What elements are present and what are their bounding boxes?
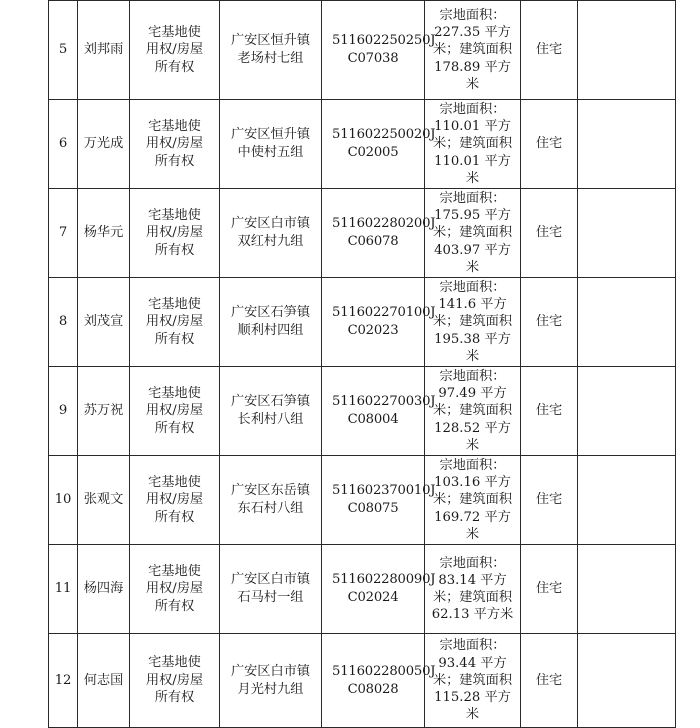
parcel-code	[322, 634, 436, 728]
row-number-text: 8	[58, 314, 68, 330]
land-use	[521, 367, 578, 456]
row-number-text: 10	[54, 492, 72, 508]
remarks-cell	[578, 545, 676, 634]
row-number	[49, 278, 78, 367]
table-body	[49, 1, 676, 728]
parcel-location-text: 广安区白市镇 石马村一组	[230, 572, 311, 605]
right-type-text: 宅基地使 用权/房屋 所有权	[145, 296, 204, 347]
row-number	[49, 367, 78, 456]
row-number-text: 7	[58, 225, 68, 241]
land-use	[521, 278, 578, 367]
row-number-text: 5	[58, 42, 68, 58]
owner-name-text: 刘茂宣	[83, 314, 124, 330]
owner-name-text: 杨四海	[83, 581, 124, 597]
right-type	[130, 1, 220, 100]
row-number	[49, 100, 78, 189]
area-description	[425, 278, 521, 367]
parcel-location	[220, 1, 322, 100]
table-row	[49, 545, 676, 634]
parcel-code	[322, 545, 436, 634]
owner-name-text: 张观文	[83, 492, 124, 508]
land-use-text: 住宅	[535, 403, 563, 419]
property-rights-table	[48, 0, 676, 728]
row-number	[49, 1, 78, 100]
area-description-text: 宗地面积： 110.01 平方 米；建筑面积 110.01 平方 米	[432, 101, 513, 186]
land-use	[521, 456, 578, 545]
row-number	[49, 189, 78, 278]
remarks-cell	[578, 634, 676, 728]
land-use	[521, 545, 578, 634]
table-row	[49, 634, 676, 728]
land-use-text: 住宅	[535, 672, 563, 688]
table-row	[49, 1, 676, 100]
parcel-location	[220, 189, 322, 278]
owner-name	[78, 278, 130, 367]
owner-name	[78, 100, 130, 189]
area-description	[425, 456, 521, 545]
parcel-code	[322, 189, 436, 278]
row-number-text: 11	[54, 581, 72, 597]
parcel-location-text: 广安区白市镇 双红村九组	[230, 216, 311, 249]
parcel-location-text: 广安区石笋镇 长利村八组	[230, 394, 311, 427]
table-row	[49, 456, 676, 545]
right-type-text: 宅基地使 用权/房屋 所有权	[145, 118, 204, 169]
parcel-location	[220, 634, 322, 728]
row-number	[49, 545, 78, 634]
land-use-text: 住宅	[535, 581, 563, 597]
owner-name	[78, 189, 130, 278]
parcel-location-text: 广安区白市镇 月光村九组	[230, 663, 311, 697]
area-description-text: 宗地面积： 175.95 平方 米；建筑面积 403.97 平方 米	[432, 190, 513, 275]
parcel-code-text: 511602270030J C08004	[332, 394, 436, 427]
parcel-code-text: 511602280200J C06078	[332, 216, 436, 249]
parcel-code	[322, 100, 436, 189]
owner-name	[78, 367, 130, 456]
row-number-text: 6	[58, 136, 68, 152]
parcel-location	[220, 456, 322, 545]
remarks-cell	[578, 100, 676, 189]
land-use	[521, 634, 578, 728]
area-description	[425, 1, 521, 100]
owner-name-text: 万光成	[83, 136, 124, 152]
right-type-text: 宅基地使 用权/房屋 所有权	[145, 655, 204, 706]
parcel-location-text: 广安区石笋镇 顺利村四组	[230, 305, 311, 338]
right-type-text: 宅基地使 用权/房屋 所有权	[145, 207, 204, 258]
owner-name-text: 刘邦雨	[83, 42, 124, 58]
land-use-text: 住宅	[535, 42, 563, 58]
table-row	[49, 189, 676, 278]
area-description-text: 宗地面积： 141.6 平方 米；建筑面积 195.38 平方 米	[432, 279, 513, 364]
owner-name	[78, 456, 130, 545]
parcel-location-text: 广安区恒升镇 中使村五组	[230, 127, 311, 160]
land-use-text: 住宅	[535, 492, 563, 508]
table-row	[49, 278, 676, 367]
right-type-text: 宅基地使 用权/房屋 所有权	[145, 563, 204, 614]
parcel-code-text: 511602370010J C08075	[332, 483, 436, 516]
area-description	[425, 189, 521, 278]
owner-name	[78, 634, 130, 728]
area-description-text: 宗地面积： 103.16 平方 米；建筑面积 169.72 平方 米	[432, 457, 513, 542]
right-type	[130, 545, 220, 634]
remarks-cell	[578, 1, 676, 100]
right-type	[130, 456, 220, 545]
row-number	[49, 634, 78, 728]
area-description	[425, 367, 521, 456]
parcel-code	[322, 367, 436, 456]
right-type	[130, 189, 220, 278]
parcel-location	[220, 100, 322, 189]
parcel-code-text: 511602270100J C02023	[332, 305, 436, 338]
parcel-code	[322, 1, 436, 100]
remarks-cell	[578, 456, 676, 545]
parcel-code-text: 511602250020J C02005	[332, 127, 436, 160]
owner-name-text: 苏万祝	[83, 403, 124, 419]
parcel-location	[220, 278, 322, 367]
area-description-text: 宗地面积： 93.44 平方 米；建筑面积 115.28 平方 米	[432, 638, 513, 723]
right-type	[130, 634, 220, 728]
land-use	[521, 1, 578, 100]
parcel-code-text: 511602280090J C02024	[332, 572, 436, 605]
owner-name	[78, 545, 130, 634]
table-row	[49, 367, 676, 456]
owner-name-text: 何志国	[83, 672, 124, 688]
row-number-text: 9	[58, 403, 68, 419]
remarks-cell	[578, 278, 676, 367]
area-description	[425, 634, 521, 728]
owner-name-text: 杨华元	[83, 225, 124, 241]
right-type	[130, 100, 220, 189]
land-use-text: 住宅	[535, 225, 563, 241]
parcel-location-text: 广安区东岳镇 东石村八组	[230, 483, 311, 516]
right-type-text: 宅基地使 用权/房屋 所有权	[145, 24, 204, 75]
parcel-location	[220, 545, 322, 634]
area-description-text: 宗地面积： 227.35 平方 米；建筑面积 178.89 平方 米	[432, 7, 513, 92]
parcel-code-text: 511602250250J C07038	[332, 33, 436, 66]
parcel-code	[322, 278, 436, 367]
land-use	[521, 189, 578, 278]
remarks-cell	[578, 367, 676, 456]
remarks-cell	[578, 189, 676, 278]
area-description	[425, 545, 521, 634]
right-type	[130, 367, 220, 456]
parcel-code-text: 511602280050J C08028	[332, 663, 436, 697]
right-type-text: 宅基地使 用权/房屋 所有权	[145, 474, 204, 525]
table-row	[49, 100, 676, 189]
right-type	[130, 278, 220, 367]
owner-name	[78, 1, 130, 100]
land-use-text: 住宅	[535, 136, 563, 152]
parcel-location-text: 广安区恒升镇 老场村七组	[230, 33, 311, 66]
land-use	[521, 100, 578, 189]
row-number	[49, 456, 78, 545]
parcel-code	[322, 456, 436, 545]
land-use-text: 住宅	[535, 314, 563, 330]
right-type-text: 宅基地使 用权/房屋 所有权	[145, 385, 204, 436]
area-description-text: 宗地面积： 97.49 平方 米；建筑面积 128.52 平方 米	[432, 368, 513, 453]
parcel-location	[220, 367, 322, 456]
area-description	[425, 100, 521, 189]
row-number-text: 12	[54, 672, 72, 688]
area-description-text: 宗地面积： 83.14 平方 米；建筑面积 62.13 平方米	[431, 555, 514, 623]
